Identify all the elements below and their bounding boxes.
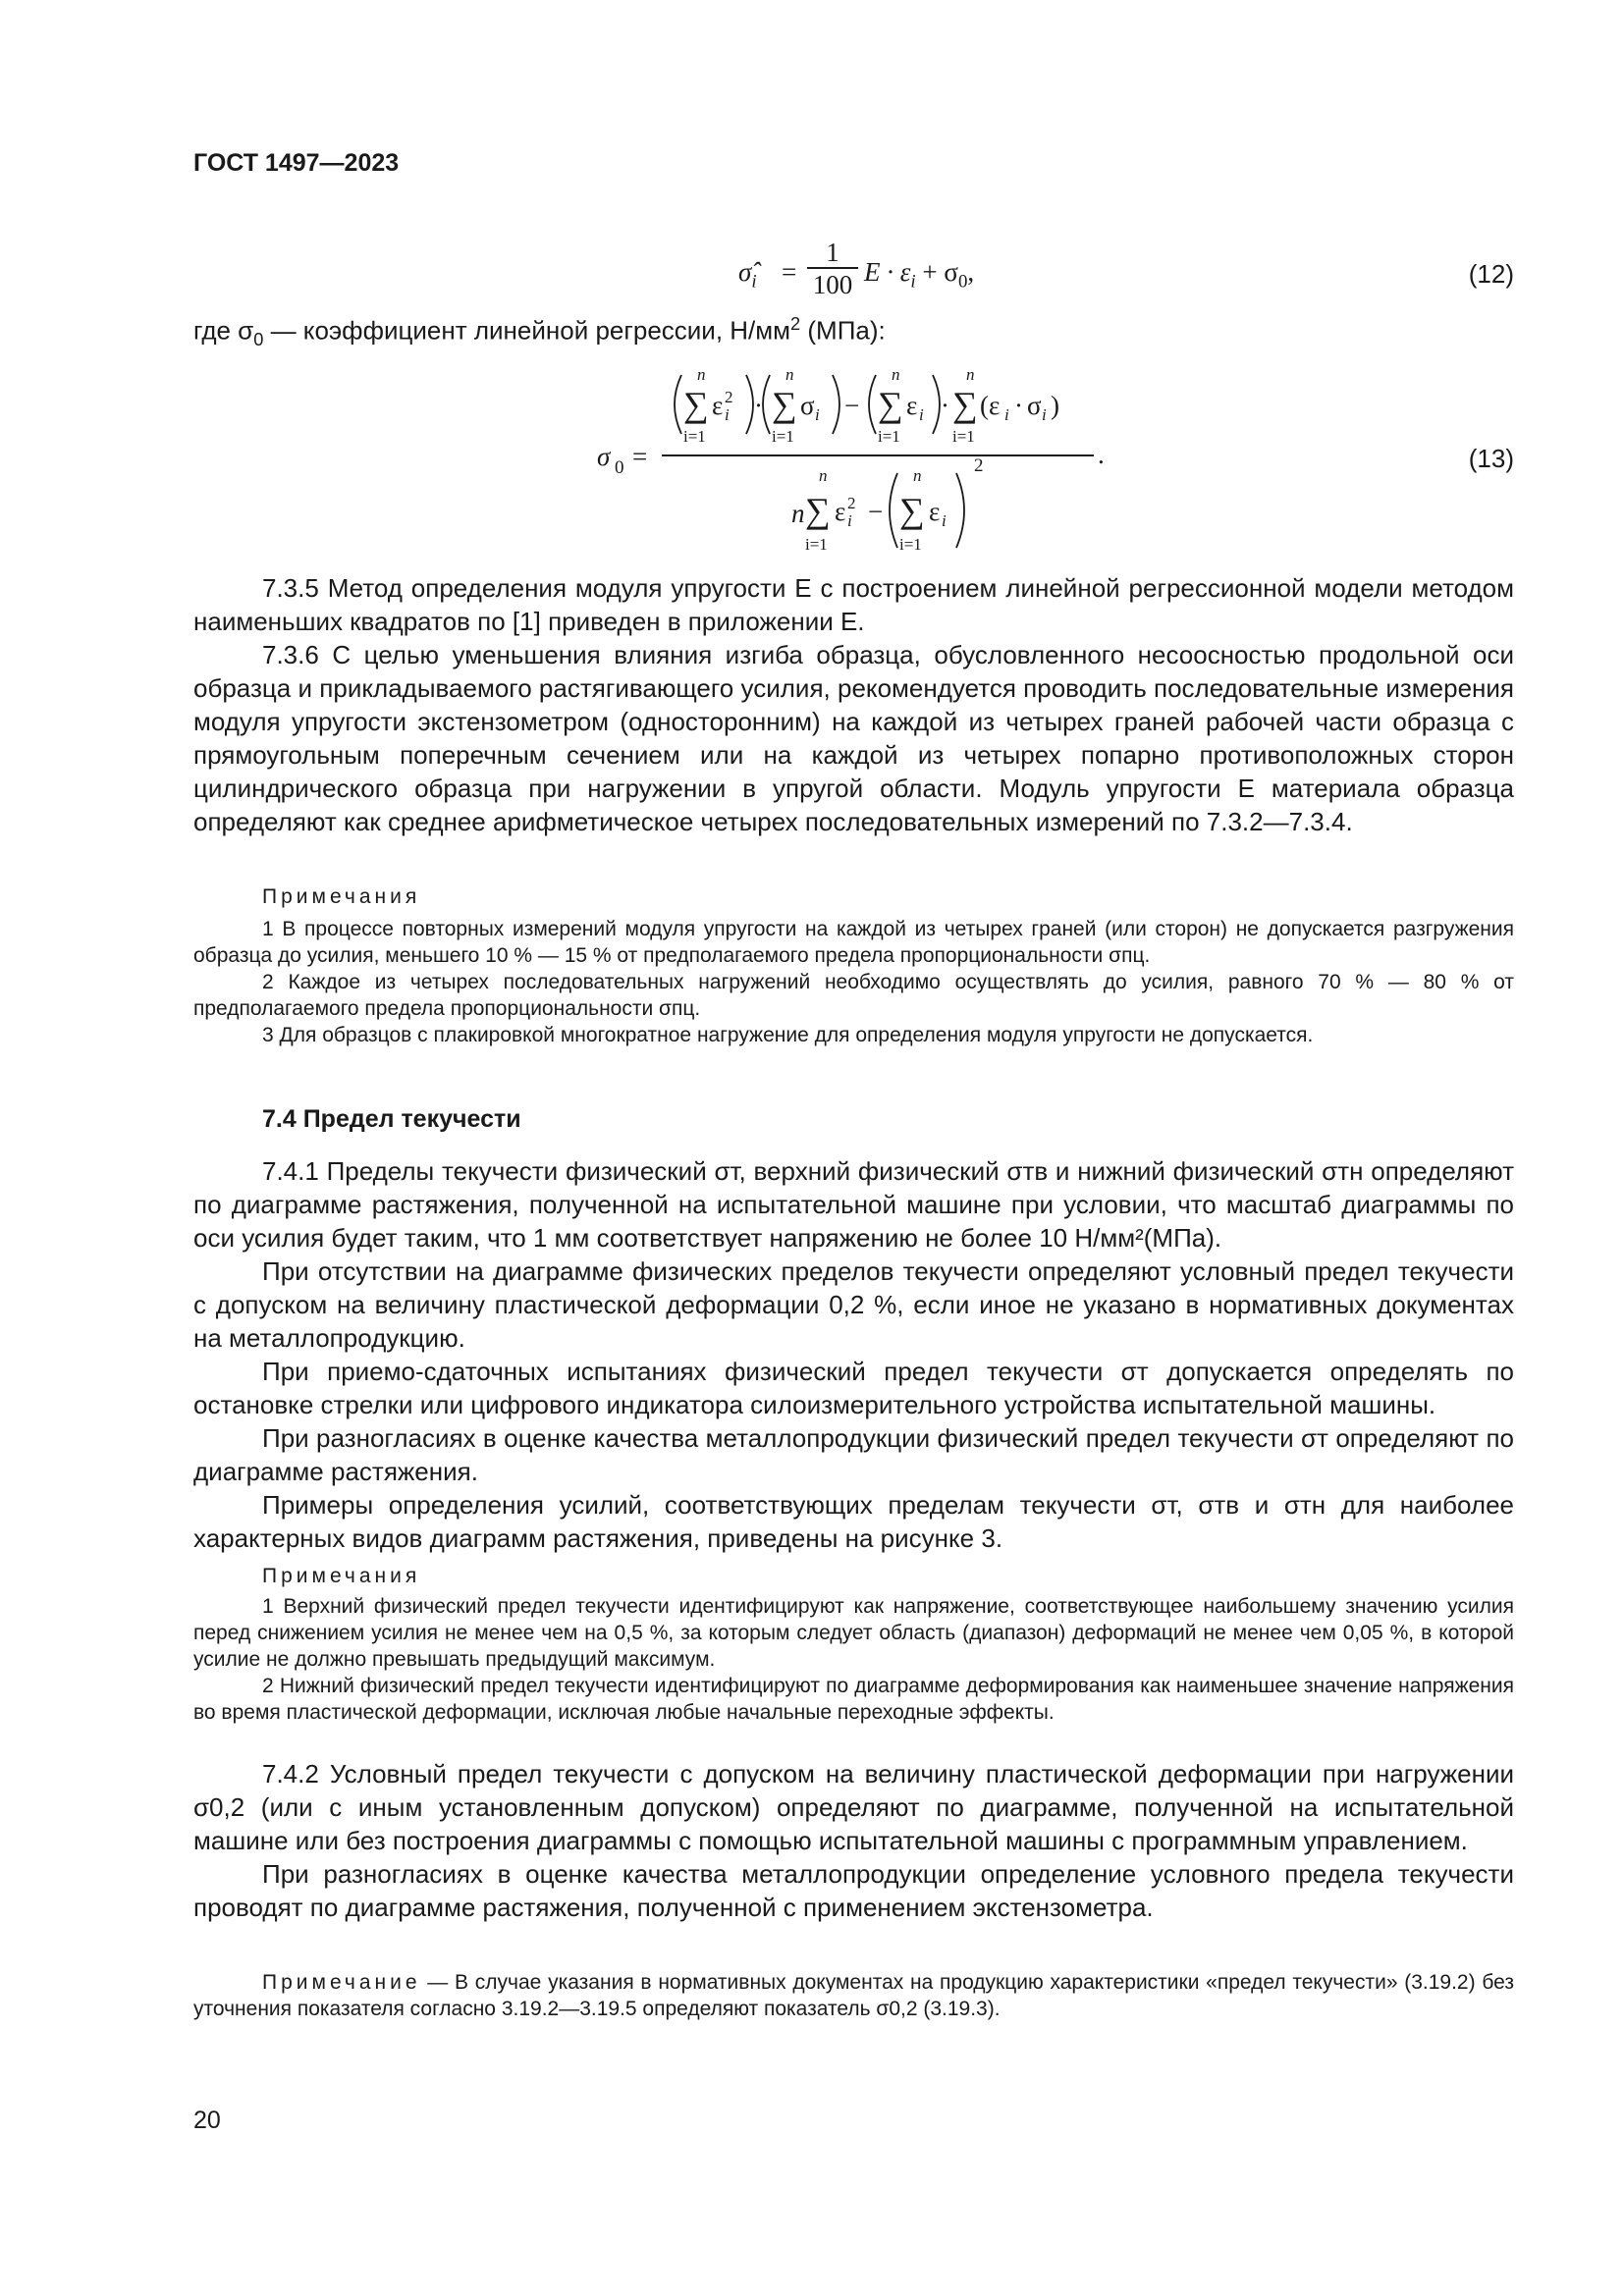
eq13-sum1-lower: i=1 — [683, 427, 706, 446]
svg-text:n: n — [785, 365, 794, 384]
svg-text:ε: ε — [906, 391, 918, 420]
svg-text:i: i — [1042, 405, 1047, 424]
eq12-frac-den: 100 — [812, 270, 853, 299]
svg-text:2: 2 — [725, 388, 733, 406]
paragraph-examples: Примеры определения усилий, соответствующих пределам текучести σт, σтв и σтн для наиболее характерных видов диаграмм растяжения, приведены на рисунке 3. — [193, 1490, 1514, 1553]
eq13-equals: = — [632, 442, 648, 471]
svg-text:∑: ∑ — [772, 385, 797, 424]
svg-text:i: i — [1004, 405, 1009, 424]
eq12-end: , — [967, 257, 975, 287]
svg-text:i=1: i=1 — [805, 535, 828, 554]
eq12-frac-num: 1 — [826, 238, 839, 267]
document-header: ГОСТ 1497—2023 — [193, 149, 400, 177]
svg-text:σ: σ — [800, 391, 815, 420]
svg-text:i=1: i=1 — [952, 427, 975, 446]
eq12-rhs-tail-sub: 0 — [957, 271, 968, 293]
section-7-4-heading: 7.4 Предел текучести — [262, 1105, 521, 1133]
svg-text:·: · — [1014, 391, 1023, 420]
eq12-rhs: E · ε — [864, 257, 911, 287]
svg-text:∑: ∑ — [683, 385, 709, 424]
final-note-title: Примечание — [262, 1971, 421, 1994]
eq12-lhs: σ̂ — [738, 257, 752, 287]
svg-text:i=1: i=1 — [899, 535, 922, 554]
svg-text:2: 2 — [974, 455, 984, 476]
svg-text:i: i — [725, 405, 730, 424]
svg-text:n: n — [913, 466, 922, 485]
eq12-rhs-tail: + σ — [915, 257, 958, 287]
final-note — [193, 1969, 1514, 2022]
svg-text:ε: ε — [929, 497, 941, 526]
paragraph-disputes-conditional: При разногласиях в оценке качества металлопродукции определение условного предела текучести проводят по диаграмме растяжения, полученной с применением экстензометра. — [193, 1859, 1514, 1922]
svg-text:(ε: (ε — [980, 391, 1001, 420]
paragraphs-7-4-2 — [193, 1757, 1514, 1924]
eq12-equals: = — [782, 257, 797, 287]
equation-12-number: (12) — [1468, 259, 1514, 289]
where-sup: 2 — [790, 314, 801, 334]
note-2-item-2: 2 Нижний физический предел текучести идентифицируют по диаграмме деформирования как наименьшее значение напряжения во время пластической деформации, исключая любые начальные переходные эффекты. — [193, 1675, 1514, 1724]
svg-text:i: i — [942, 511, 947, 530]
equation-13-number: (13) — [1468, 444, 1514, 473]
paragraph-7-3-5: 7.3.5 Метод определения модуля упругости E с построением линейной регрессионной модели методом наименьших квадратов по [1] приведен в приложении Е. — [193, 573, 1514, 636]
paragraph-no-physical-limits: При отсутствии на диаграмме физических пределов текучести определяют условный предел текучести с допуском на величину пластической деформации 0,2 %, если иное не указано в нормативных документах на металлопродукцию. — [193, 1256, 1514, 1353]
svg-text:·: · — [941, 391, 949, 420]
final-note-text: — В случае указания в нормативных документах на продукцию характеристики «предел текучести» (3.19.2) без уточнения показателя согласно 3.19.2—3.19.5 определяют показатель σ0,2 (3.19.3). — [193, 1971, 1514, 2020]
eq13-numerator — [675, 365, 1059, 446]
equation-13 — [597, 365, 1127, 561]
equation-12 — [738, 238, 994, 306]
paragraph-disputes: При разногласиях в оценке качества металлопродукции физический предел текучести σт определяют по диаграмме растяжения. — [193, 1423, 1514, 1486]
note-1-item-3: 3 Для образцов с плакировкой многократное нагружение для определения модуля упругости не допускается. — [262, 1024, 1314, 1046]
page-number: 20 — [193, 2107, 221, 2134]
note-1-item-1: 1 В процессе повторных измерений модуля упругости на каждой из четырех граней (или сторон) не допускается разгружения образца до усилия, меньшего 10 % — 15 % от предполагаемого предела пропорциональности σпц. — [193, 918, 1514, 967]
eq12-fraction — [807, 238, 858, 300]
svg-text:∑: ∑ — [805, 491, 831, 530]
svg-text:i: i — [815, 405, 820, 424]
eq13-lhs: σ — [597, 442, 611, 471]
svg-text:∑: ∑ — [878, 385, 903, 424]
svg-text:2: 2 — [847, 494, 856, 512]
notes-1-title: Примечания — [262, 885, 421, 908]
svg-text:ε: ε — [712, 391, 724, 420]
note-2-item-1: 1 Верхний физический предел текучести идентифицируют как напряжение, соответствующее наибольшему значению усилия перед снижением усилия не менее чем на 0,5 %, за которым следует область (диапазон) деформаций не менее чем 0,05 %, в которой усилие не должно превышать предыдущий максимум. — [193, 1595, 1514, 1671]
svg-text:): ) — [1051, 391, 1059, 420]
svg-text:ε: ε — [835, 497, 846, 526]
svg-text:−: − — [844, 391, 860, 420]
svg-text:n: n — [819, 466, 828, 485]
eq12-rhs-sub: i — [910, 271, 916, 293]
note-1-item-2: 2 Каждое из четырех последовательных нагружений необходимо осуществлять до усилия, равного 70 % — 80 % от предполагаемого предела пропорциональности σпц. — [193, 971, 1514, 1020]
svg-text:n: n — [791, 499, 805, 528]
paragraph-7-3-6: 7.3.6 С целью уменьшения влияния изгиба образца, обусловленного несоосностью продольной оси образца и прикладываемого растягивающего усилия, рекомендуется проводить последовательные измерения модуля упругости экстензометром (односторонним) на каждой из четырех граней рабочей части образца с прямоугольным поперечным сечением или на каждой из четырех попарно противоположных сторон цилиндрического образца при нагружении в упругой области. Модуль упругости E материала образца определяют как среднее арифметическое четырех последовательных измерений по 7.3.2—7.3.4. — [193, 640, 1514, 836]
paragraphs-7-4-1 — [193, 1154, 1514, 1555]
paragraphs-7-3 — [193, 571, 1514, 838]
where-sub: 0 — [253, 329, 264, 349]
svg-text:·: · — [754, 391, 763, 420]
eq13-lhs-sub: 0 — [615, 457, 624, 478]
svg-text:σ: σ — [1027, 391, 1042, 420]
svg-text:n: n — [892, 365, 900, 384]
notes-2-title: Примечания — [262, 1565, 421, 1587]
where-prefix: где σ — [193, 315, 254, 346]
svg-text:i=1: i=1 — [772, 427, 794, 446]
eq12-lhs-sub: i — [751, 271, 757, 293]
where-line — [193, 314, 886, 350]
eq13-end: . — [1098, 440, 1105, 469]
paragraph-acceptance-tests: При приемо-сдаточных испытаниях физический предел текучести σт допускается определять по остановке стрелки или цифрового индикатора силоизмерительного устройства испытательной машины. — [193, 1357, 1514, 1419]
svg-text:∑: ∑ — [899, 491, 925, 530]
eq13-sum1-upper: n — [697, 365, 706, 384]
notes-1 — [193, 916, 1514, 1048]
eq13-denominator — [791, 455, 984, 554]
notes-2 — [193, 1593, 1514, 1726]
svg-text:∑: ∑ — [952, 385, 978, 424]
paragraph-7-4-1: 7.4.1 Пределы текучести физический σт, верхний физический σтв и нижний физический σтн определяют по диаграмме растяжения, полученной на испытательной машине при условии, что масштаб диаграммы по оси усилия будет таким, что 1 мм соответствует напряжению не более 10 Н/мм²(МПа). — [193, 1156, 1514, 1253]
paragraph-7-4-2: 7.4.2 Условный предел текучести с допуском на величину пластической деформации при нагружении σ0,2 (или с иным установленным допуском) определяют по диаграмме, полученной на испытательной машине или без построения диаграммы с помощью испытательной машины с программным управлением. — [193, 1759, 1514, 1855]
where-suffix: (МПа): — [800, 315, 886, 346]
svg-text:i=1: i=1 — [878, 427, 900, 446]
svg-text:i: i — [919, 405, 924, 424]
svg-text:−: − — [868, 497, 884, 526]
where-text: — коэффициент линейной регрессии, Н/мм — [263, 315, 791, 346]
svg-text:i: i — [847, 511, 852, 530]
svg-text:n: n — [966, 365, 975, 384]
